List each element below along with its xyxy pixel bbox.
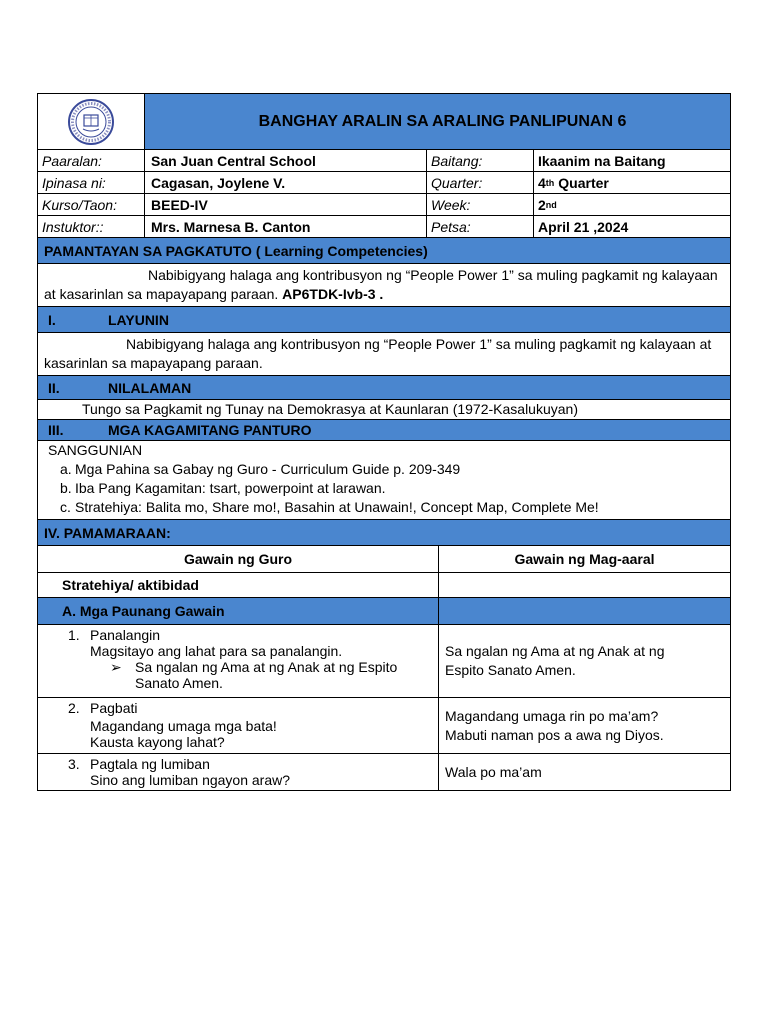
step-guro [38,754,439,790]
stratehiya-row [37,573,731,598]
kagamitan-num: III. [48,422,64,438]
logo-cell [38,94,145,149]
stratehiya-empty [439,573,730,597]
petsa-value: April 21 ,2024 [538,218,629,235]
page-title: BANGHAY ARALIN SA ARALING PANLIPUNAN 6 [145,94,730,149]
layunin-heading [38,307,730,332]
list-item-text: Iba Pang Kagamitan: tsart, powerpoint at larawan. [75,480,386,496]
layunin-num: I. [48,311,56,328]
week-num: 2 [538,196,546,213]
layunin-heading-row [37,307,731,333]
step-magaaral [439,625,730,697]
layunin-body-row [37,333,731,376]
sanggunian-label: SANGGUNIAN [48,442,143,458]
info-row-instruktor [37,216,731,238]
procedure-header-row [37,546,731,573]
info-row-ipinasa [37,172,731,194]
pamantayan-competency: Nabibigyang halaga ang kontribusyon ng “People Power 1” sa muling pagkamit ng kalayaan at kasarinlan sa mapayapang paraan. [44,267,718,302]
quarter-label: Quarter: [427,172,534,193]
step-magaaral [439,754,730,790]
table-row [37,754,731,791]
col-header-magaaral: Gawain ng Mag-aaral [514,551,655,567]
ipinasa-label: Ipinasa ni: [38,172,145,193]
pamantayan-body-row [37,264,731,307]
pamamaraan-heading: IV. PAMAMARAAN: [44,524,171,541]
layunin-objective: Nabibigyang halaga ang kontribusyon ng “People Power 1” sa muling pagkamit ng kalayaan at kasarinlan sa mapayapang paraan. [44,336,712,371]
quarter-value [534,172,730,193]
pamantayan-text [38,264,730,306]
step-line: Magandang umaga mga bata! [90,718,277,734]
petsa-label: Petsa: [427,216,534,237]
list-marker: c. [60,499,71,515]
step-line: Sino ang lumiban ngayon araw? [90,772,291,788]
response-line: Espito Sanato Amen. [445,662,576,678]
baitang-value: Ikaanim na Baitang [538,152,666,169]
step-guro [38,698,439,753]
step-title: Panalangin [90,627,161,643]
pamantayan-heading: PAMANTAYAN SA PAGKATUTO ( Learning Competencies) [44,242,428,259]
table-row [37,698,731,754]
kagamitan-body-row [37,441,731,520]
pamamaraan-heading-row [37,520,731,546]
ipinasa-value: Cagasan, Joylene V. [145,172,427,193]
pamantayan-heading-row [37,238,731,264]
nilalaman-heading [38,376,730,399]
kagamitan-title: MGA KAGAMITANG PANTURO [108,422,312,438]
step-num: 3. [68,756,80,772]
info-row-paaralan [37,150,731,172]
kurso-value: BEED-IV [145,194,427,215]
response-line: Wala po ma’am [445,763,542,780]
arrow-bullet-icon: ➢ [110,659,122,675]
lesson-plan-sheet [37,93,731,791]
step-line: Magsitayo ang lahat para sa panalangin. [90,643,343,659]
instruktor-value: Mrs. Marnesa B. Canton [145,216,427,237]
step-title: Pagbati [90,700,138,716]
competency-code: AP6TDK-Ivb-3 . [282,286,384,302]
step-bullet-text: Sa ngalan ng Ama at ng Anak at ng Espito [135,659,398,675]
response-line: Magandang umaga rin po ma’am? [445,707,659,724]
list-marker: b. [60,480,72,496]
quarter-word: Quarter [558,174,609,191]
table-row [37,625,731,698]
week-sup: nd [545,199,557,210]
kagamitan-heading [38,420,730,440]
step-line: Kausta kayong lahat? [90,734,225,750]
nilalaman-title: NILALAMAN [108,379,192,396]
subsection-label: A. Mga Paunang Gawain [38,598,439,624]
nilalaman-body-row [37,400,731,420]
list-item [48,479,720,498]
step-num: 1. [68,627,80,643]
list-item [48,460,720,479]
nilalaman-num: II. [48,379,60,396]
list-item-text: Stratehiya: Balita mo, Share mo!, Basahin at Unawain!, Concept Map, Complete Me! [75,499,599,515]
step-title: Pagtala ng lumiban [90,756,210,772]
step-bullet-cont: Sanato Amen. [135,675,223,691]
baitang-label: Baitang: [427,150,534,171]
response-line: Sa ngalan ng Ama at ng Anak at ng [445,643,665,659]
list-item-text: Mga Pahina sa Gabay ng Guro - Curriculum Guide p. 209-349 [75,461,461,477]
nilalaman-text: Tungo sa Pagkamit ng Tunay na Demokrasya at Kaunlaran (1972-Kasalukuyan) [82,401,578,417]
response-line: Mabuti naman pos a awa ng Diyos. [445,726,664,743]
instruktor-label: Instuktor:: [38,216,145,237]
stratehiya-label: Stratehiya/ aktibidad [38,573,439,597]
info-row-kurso [37,194,731,216]
list-item [48,498,720,517]
sanggunian-block [38,441,730,519]
layunin-title: LAYUNIN [108,311,169,328]
quarter-sup: th [545,177,555,188]
week-value [534,194,730,215]
kurso-label: Kurso/Taon: [38,194,145,215]
kagamitan-heading-row [37,420,731,441]
school-seal-icon [67,98,115,146]
paaralan-value: San Juan Central School [145,150,427,171]
nilalaman-heading-row [37,376,731,400]
list-marker: a. [60,461,72,477]
week-label: Week: [427,194,534,215]
header-row [37,93,731,150]
subsection-row [37,598,731,625]
paaralan-label: Paaralan: [38,150,145,171]
step-bullet [68,659,434,675]
quarter-num: 4 [538,174,546,191]
col-header-guro: Gawain ng Guro [38,546,439,572]
step-num: 2. [68,700,80,716]
layunin-text [38,333,730,375]
subsection-empty [439,598,730,624]
step-guro [38,625,439,697]
step-magaaral [439,698,730,753]
